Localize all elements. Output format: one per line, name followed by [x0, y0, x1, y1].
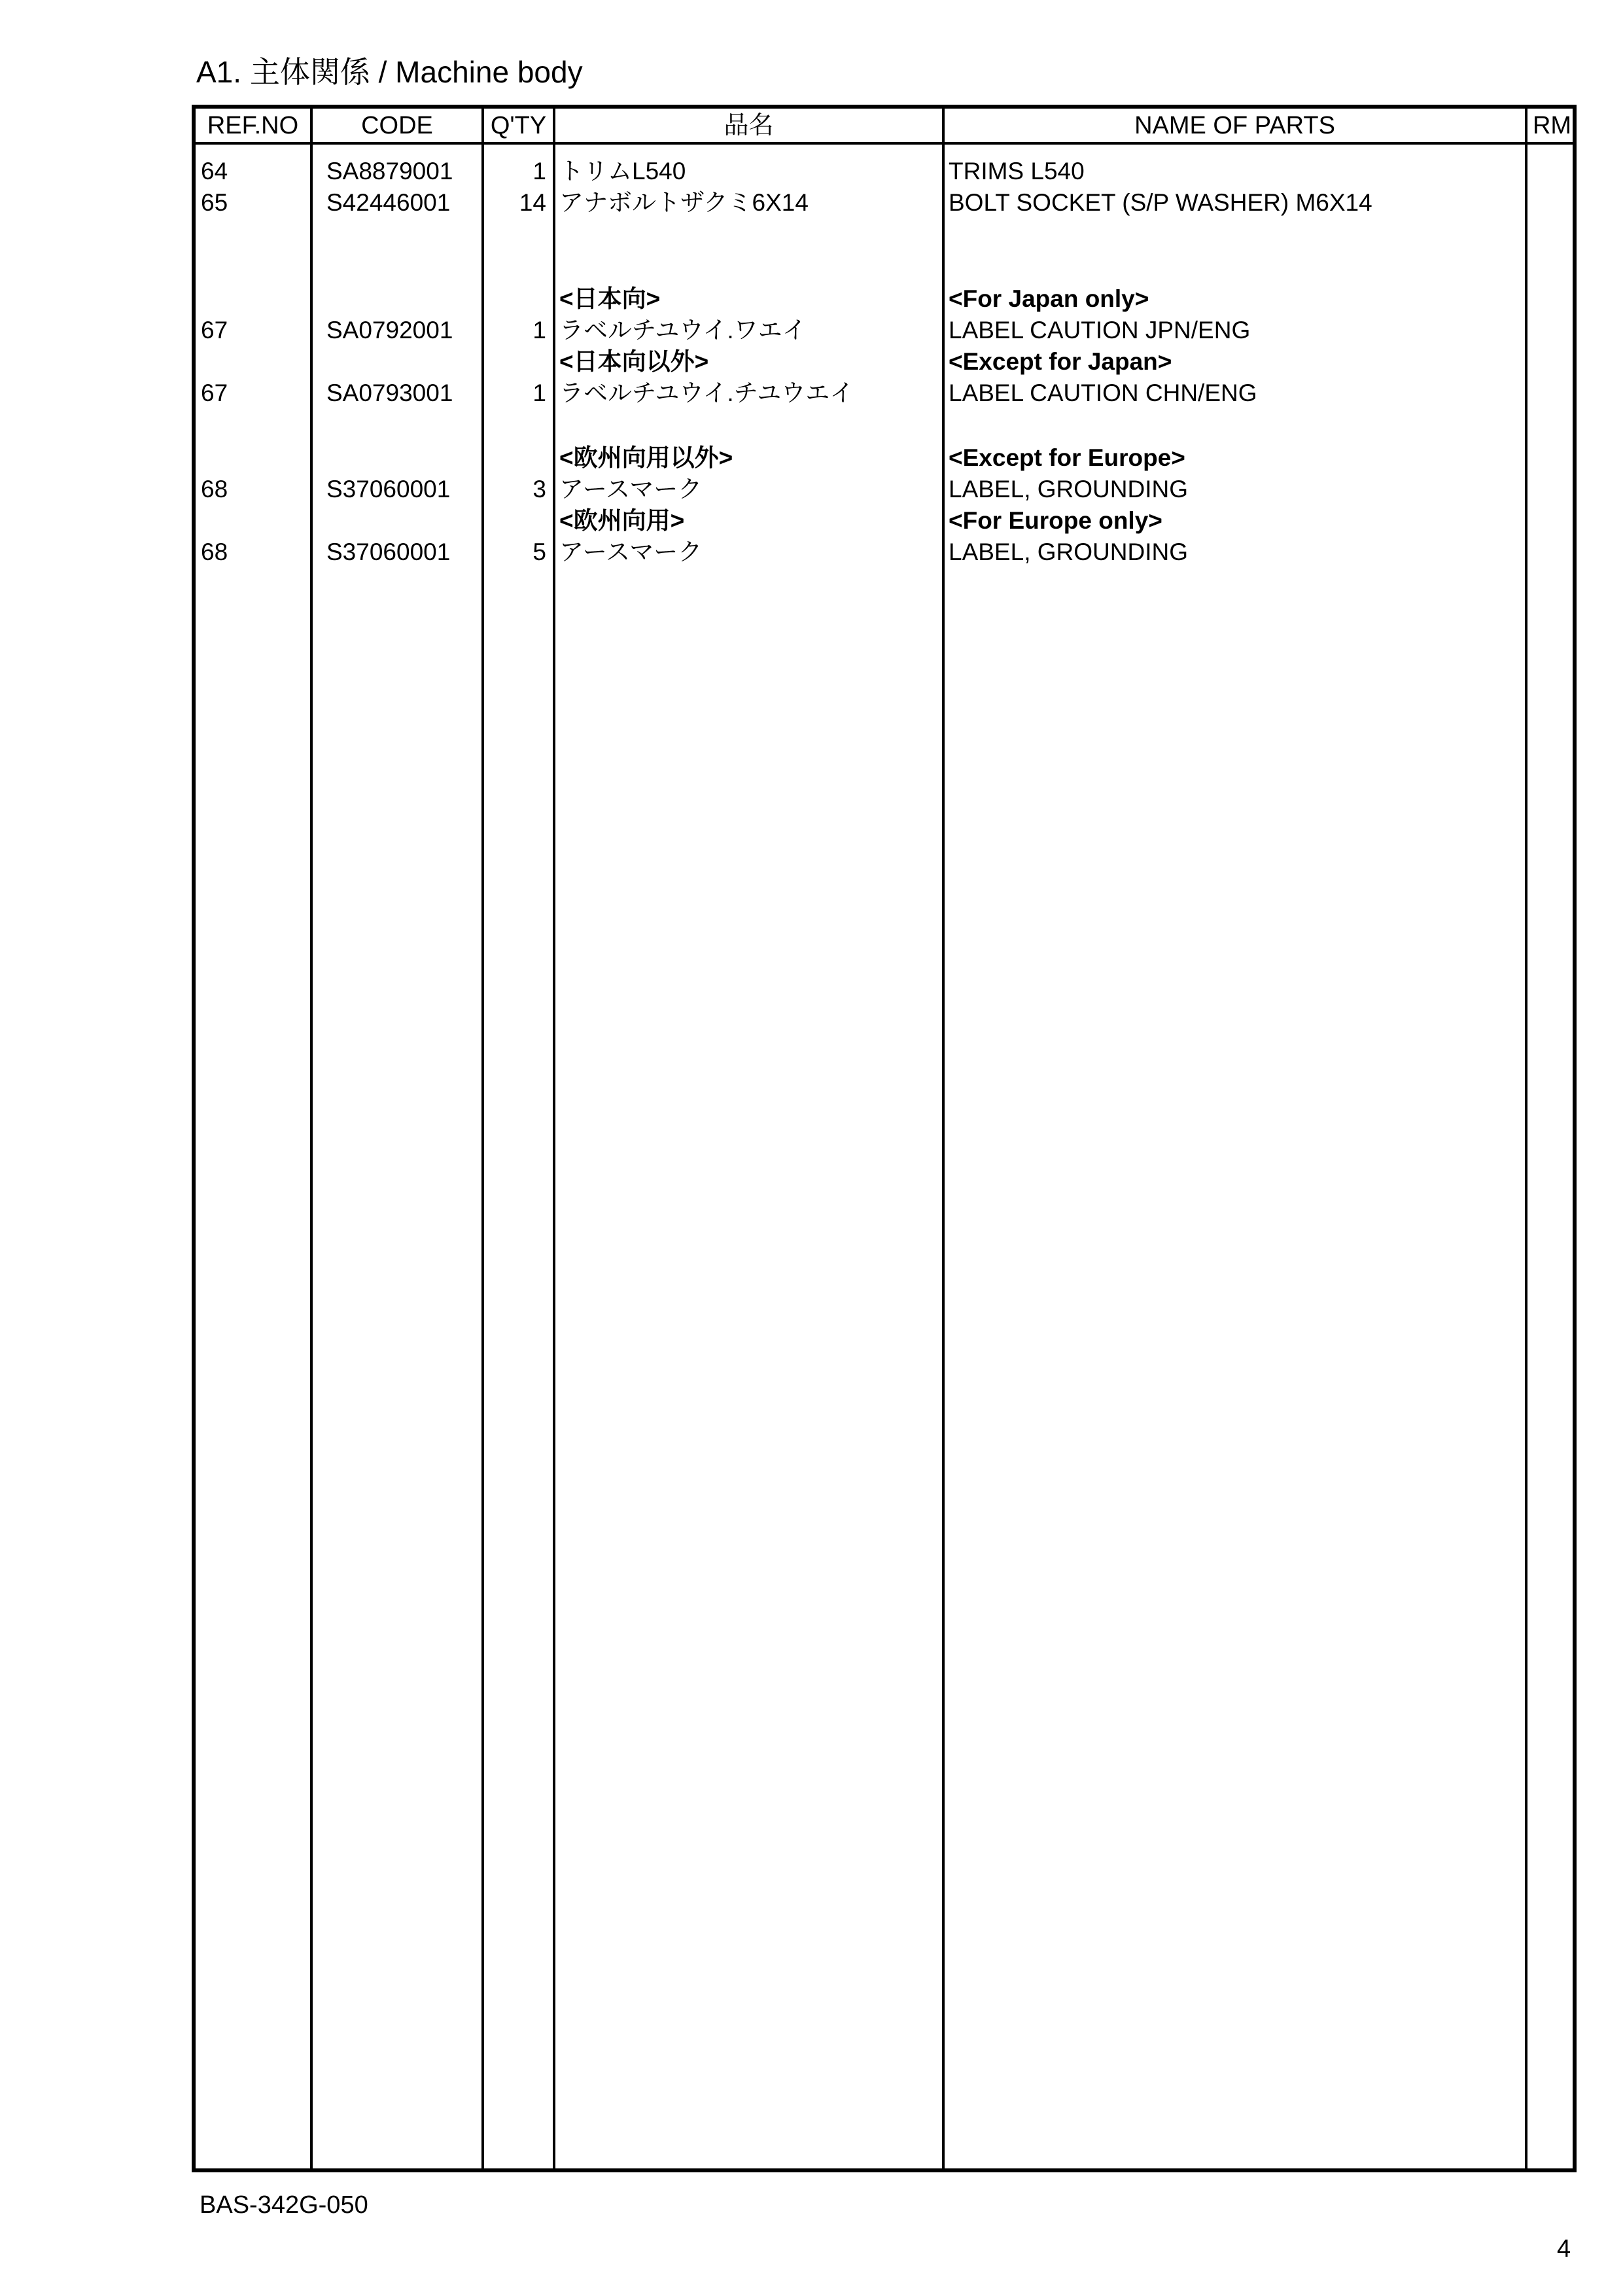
- ref-no-cell: 67: [201, 380, 228, 406]
- code-cell: S37060001: [326, 476, 451, 503]
- qty-cell: 1: [532, 158, 546, 185]
- code-cell: S42446001: [326, 189, 451, 216]
- jp-name-cell: <欧州向用>: [559, 507, 685, 534]
- ref-no-cell: 64: [201, 158, 228, 185]
- ref-no-cell: 68: [201, 476, 228, 503]
- jp-name-cell: <日本向以外>: [559, 348, 709, 375]
- code-cell: [326, 505, 477, 537]
- part-name-cell: <Except for Europe>: [949, 444, 1185, 471]
- qty-cell: 5: [532, 539, 546, 565]
- code-cell: [326, 283, 477, 315]
- table-row: [196, 156, 1573, 187]
- document-code: BAS-342G-050: [200, 2191, 368, 2219]
- code-cell: SA0793001: [326, 380, 453, 406]
- jp-name-cell: ラベルチユウイ.ワエイ: [559, 317, 807, 344]
- parts-table: [192, 105, 1577, 2172]
- qty-cell: [484, 505, 546, 537]
- header-divider: [196, 142, 1573, 145]
- part-name-cell: BOLT SOCKET (S/P WASHER) M6X14: [949, 189, 1372, 216]
- qty-cell: 3: [532, 476, 546, 503]
- part-name-cell: LABEL CAUTION CHN/ENG: [949, 380, 1257, 406]
- jp-name-cell: トリムL540: [559, 158, 686, 185]
- ref-no-cell: 65: [201, 189, 228, 216]
- code-cell: S37060001: [326, 539, 451, 565]
- header-code: CODE: [361, 112, 433, 139]
- ref-no-cell: 67: [201, 317, 228, 344]
- header-name-of-parts: NAME OF PARTS: [1134, 112, 1335, 139]
- ref-no-cell: [201, 346, 305, 378]
- part-name-cell: TRIMS L540: [949, 158, 1085, 185]
- header-jp-name: 品名: [724, 112, 774, 139]
- page-number: 4: [1557, 2235, 1571, 2263]
- column-divider: [1525, 109, 1527, 2168]
- jp-name-cell: アースマーク: [559, 539, 703, 565]
- table-row: [196, 378, 1573, 409]
- ref-no-cell: 68: [201, 539, 228, 565]
- jp-name-cell: アナボルトザクミ6X14: [559, 189, 809, 216]
- part-name-cell: LABEL CAUTION JPN/ENG: [949, 317, 1251, 344]
- part-name-cell: LABEL, GROUNDING: [949, 539, 1188, 565]
- table-row: [196, 315, 1573, 346]
- table-row: [196, 474, 1573, 505]
- table-row: [196, 346, 1573, 378]
- code-cell: SA8879001: [326, 158, 453, 185]
- jp-name-cell: <欧州向用以外>: [559, 444, 733, 471]
- code-cell: [326, 346, 477, 378]
- jp-name-cell: ラベルチユウイ.チユウエイ: [559, 380, 854, 406]
- header-rm: RM: [1532, 112, 1572, 139]
- column-divider: [553, 109, 555, 2168]
- ref-no-cell: [201, 442, 305, 474]
- qty-cell: [484, 346, 546, 378]
- table-row: [196, 537, 1573, 568]
- column-divider: [481, 109, 484, 2168]
- column-divider: [310, 109, 313, 2168]
- header-qty: Q'TY: [490, 112, 547, 139]
- part-name-cell: <For Europe only>: [949, 507, 1162, 534]
- part-name-cell: <Except for Japan>: [949, 348, 1172, 375]
- code-cell: SA0792001: [326, 317, 453, 344]
- ref-no-cell: [201, 505, 305, 537]
- qty-cell: [484, 442, 546, 474]
- header-ref-no: REF.NO: [207, 112, 299, 139]
- part-name-cell: <For Japan only>: [949, 285, 1149, 312]
- part-name-cell: LABEL, GROUNDING: [949, 476, 1188, 503]
- ref-no-cell: [201, 283, 305, 315]
- code-cell: [326, 442, 477, 474]
- table-row: [196, 442, 1573, 474]
- table-row: [196, 187, 1573, 219]
- table-row: [196, 505, 1573, 537]
- page-title: A1. 主体関係 / Machine body: [196, 55, 583, 89]
- qty-cell: [484, 283, 546, 315]
- qty-cell: 1: [532, 380, 546, 406]
- column-divider: [942, 109, 945, 2168]
- jp-name-cell: アースマーク: [559, 476, 703, 503]
- qty-cell: 1: [532, 317, 546, 344]
- qty-cell: 14: [519, 189, 546, 216]
- table-row: [196, 283, 1573, 315]
- jp-name-cell: <日本向>: [559, 285, 661, 312]
